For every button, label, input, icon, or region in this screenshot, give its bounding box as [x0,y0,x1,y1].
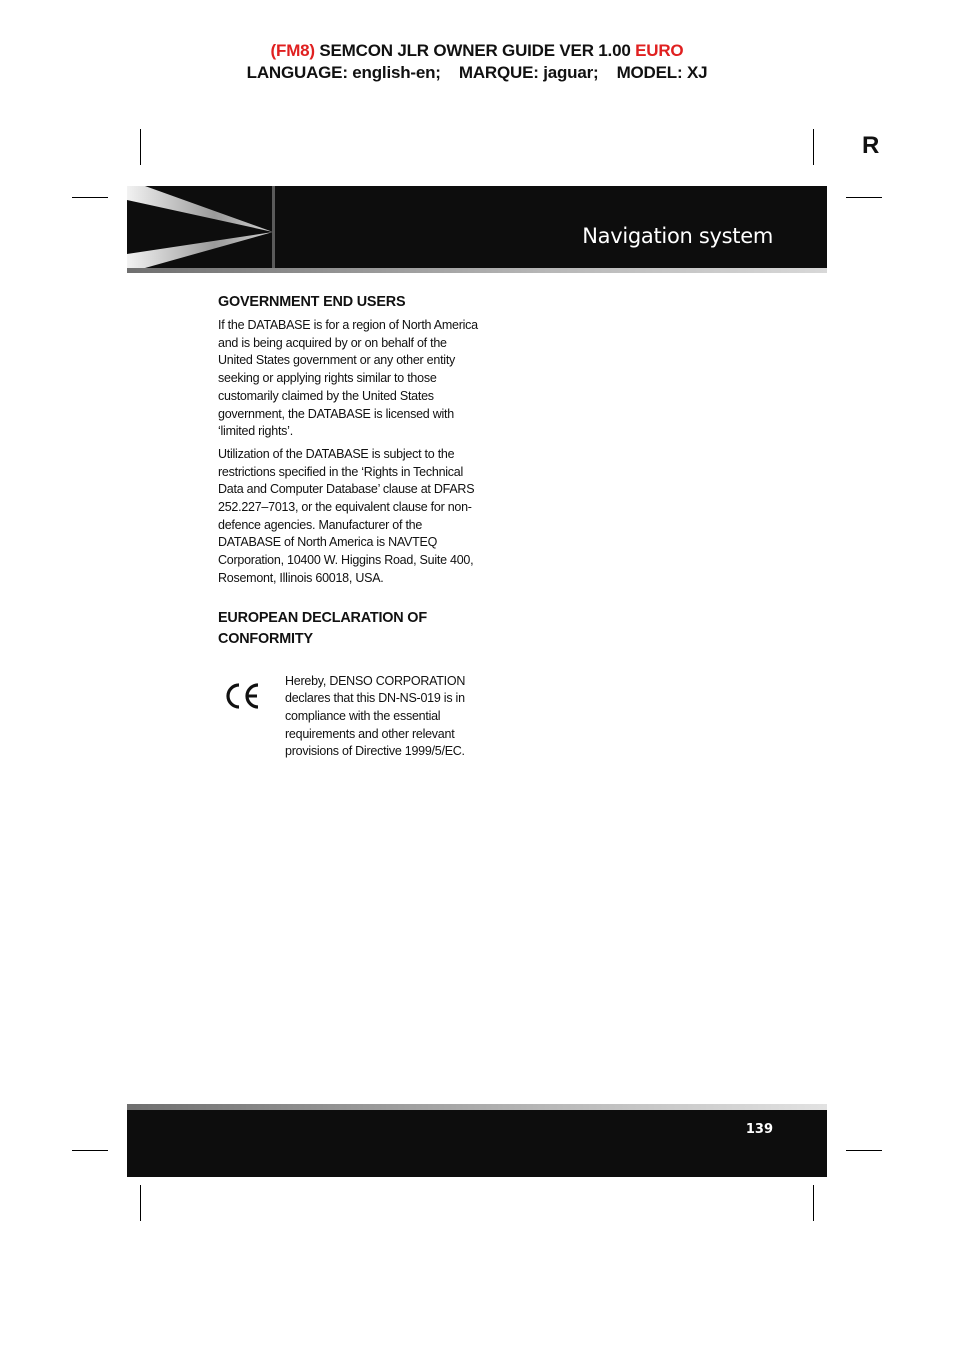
crop-mark [813,1185,814,1221]
crop-mark [846,197,882,198]
section-heading-government: GOVERNMENT END USERS [218,293,406,310]
paragraph: Utilization of the DATABASE is subject to the restrictions specified in the ‘Rights in Technical Data and Computer Database’ clause at DFARS 252.227–7013, or the equivalent clause for non-defence agencies. Manufacturer of the DATABASE of North America is NAVTEQ Corporation, 10400 W. Higgins Road, Suite 400, Rosemont, Illinois 60018, USA. [218,446,475,585]
chapter-title: Navigation system [582,224,773,248]
euro-tag: EURO [635,41,684,60]
paragraph: If the DATABASE is for a region of North America and is being acquired by or on behalf of the United States government or any other entity seeking or applying rights similar to those customarily claimed by the United States government, the DATABASE is licensed with ‘limited rights’. [218,318,478,439]
ce-declaration-text: Hereby, DENSO CORPORATION declares that this DN-NS-019 is in compliance with the essential requirements and other relevant provisions of Directive 1999/5/EC. [285,673,466,759]
page-footer [127,1110,827,1177]
crop-mark [72,197,108,198]
banner-divider [272,186,275,268]
guide-title: SEMCON JLR OWNER GUIDE VER 1.00 [314,41,636,60]
section-marker: R [862,132,880,159]
main-content [218,291,483,766]
proof-header-line1 [0,40,954,62]
chevron-logo-icon [127,186,273,268]
crop-mark [846,1150,882,1151]
crop-mark [72,1150,108,1151]
proof-header [0,40,954,84]
chapter-banner [127,186,827,268]
fm8-tag: (FM8) [270,41,315,60]
ce-declaration [218,673,483,762]
banner-stripe [127,268,827,273]
proof-header-line2: LANGUAGE: english-en; MARQUE: jaguar; MODEL: XJ [246,63,708,82]
crop-mark [813,129,814,165]
section-heading-european: EUROPEAN DECLARATION OF CONFORMITY [218,608,427,647]
page-number: 139 [745,1122,773,1137]
ce-mark-icon [222,679,264,713]
crop-mark [140,129,141,165]
crop-mark [140,1185,141,1221]
